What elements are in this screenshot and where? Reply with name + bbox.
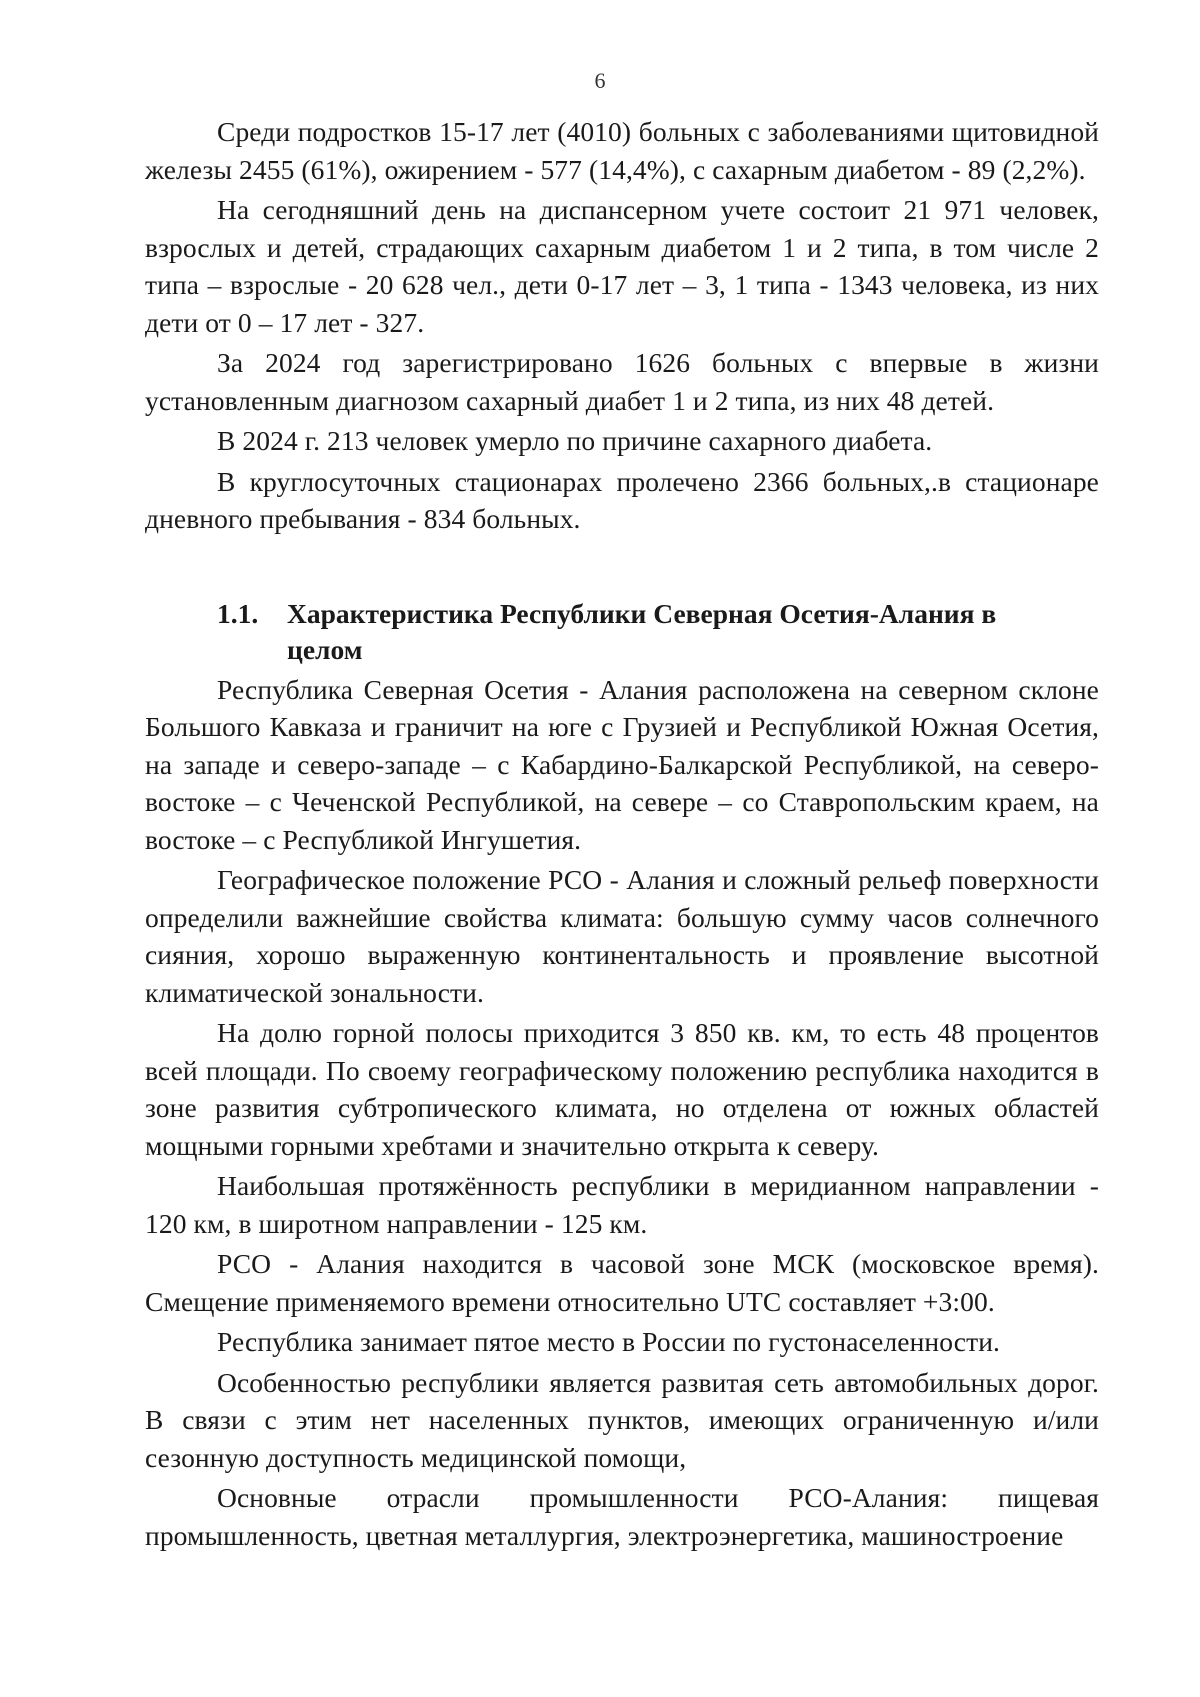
paragraph-roads: Особенностью республики является развитая сеть автомобильных дорог. В связи с этим нет населенных пунктов, имеющих ограниченную и/или сезонную доступность медицинской помощи, bbox=[145, 1366, 1099, 1473]
section-title: Характеристика Республики Северная Осетия-Алания в целом bbox=[287, 597, 997, 665]
paragraph-industry: Основные отрасли промышленности РСО-Алания: пищевая промышленность, цветная металлургия, электроэнергетика, машиностроение bbox=[145, 1482, 1099, 1551]
section-heading bbox=[145, 596, 1099, 668]
paragraph-population-density: Республика занимает пятое место в России по густонаселенности. bbox=[217, 1326, 1000, 1357]
paragraph-mountain-area: На долю горной полосы приходится 3 850 кв. км, то есть 48 процентов всей площади. По своему географическому положению республика находится в зоне развития субтропического климата, но отделена от южных областей мощными горными хребтами и значительно открыта к северу. bbox=[145, 1017, 1099, 1161]
paragraph-diabetes-registry: На сегодняшний день на диспансерном учете состоит 21 971 человек, взрослых и детей, страдающих сахарным диабетом 1 и 2 типа, в том числе 2 типа – взрослые - 20 628 чел., дети 0-17 лет – 3, 1 типа - 1343 человека, из них дети от 0 – 17 лет - 327. bbox=[145, 194, 1099, 338]
document-body bbox=[145, 113, 1099, 1557]
page-number: 6 bbox=[594, 68, 606, 93]
paragraph-extent: Наибольшая протяжённость республики в меридианном направлении - 120 км, в широтном направлении - 125 км. bbox=[145, 1170, 1099, 1239]
paragraph-new-cases-2024: За 2024 год зарегистрировано 1626 больных с впервые в жизни установленным диагнозом сахарный диабет 1 и 2 типа, из них 48 детей. bbox=[145, 347, 1099, 416]
paragraph-timezone: РСО - Алания находится в часовой зоне МСК (московское время). Смещение применяемого времени относительно UTC составляет +3:00. bbox=[145, 1248, 1099, 1317]
paragraph-location: Республика Северная Осетия - Алания расположена на северном склоне Большого Кавказа и граничит на юге с Грузией и Республикой Южная Осетия, на западе и северо-западе – с Кабардино-Балкарской Республикой, на северо-востоке – с Чеченской Республикой, на севере – со Ставропольским краем, на востоке – с Республикой Ингушетия. bbox=[145, 673, 1099, 855]
paragraph-deaths-2024: В 2024 г. 213 человек умерло по причине сахарного диабета. bbox=[217, 425, 933, 456]
section-number: 1.1. bbox=[217, 597, 259, 629]
paragraph-climate: Географическое положение РСО - Алания и сложный рельеф поверхности определили важнейшие свойства климата: большую сумму часов солнечного сияния, хорошо выраженную континентальность и проявление высотной климатической зональности. bbox=[145, 864, 1099, 1008]
paragraph-teen-endocrine: Среди подростков 15-17 лет (4010) больных с заболеваниями щитовидной железы 2455 (61%), ожирением - 577 (14,4%), с сахарным диабетом - 89 (2,2%). bbox=[145, 116, 1099, 185]
paragraph-hospital-treatment: В круглосуточных стационарах пролечено 2366 больных,.в стационаре дневного пребывания - 834 больных. bbox=[145, 465, 1099, 534]
